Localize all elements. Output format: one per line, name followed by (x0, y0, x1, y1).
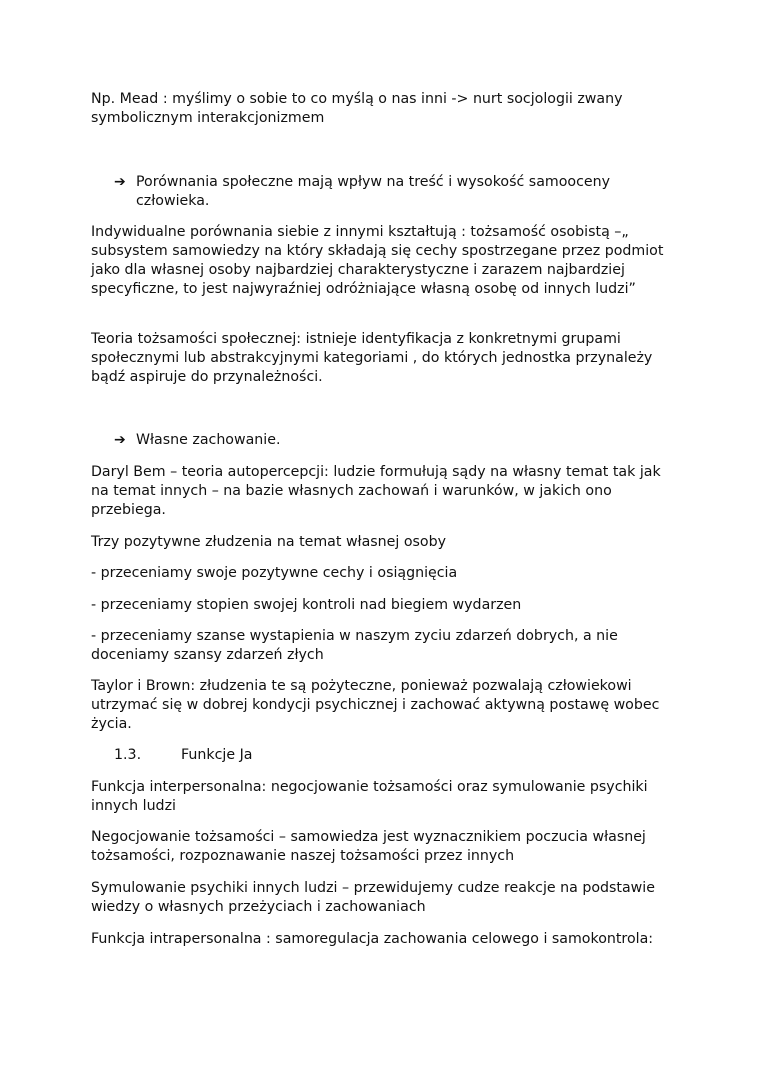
paragraph-identity-negotiation: Negocjowanie tożsamości – samowiedza jest wyznacznikiem poczucia własnej tożsamości, rozpoznawanie naszej tożsamości przez innych (91, 829, 646, 864)
section-title: Funkcje Ja (181, 747, 253, 763)
bullet-text: Własne zachowanie. (136, 432, 281, 448)
section-heading (114, 746, 252, 765)
bullet-item-comparisons (114, 173, 674, 211)
paragraph-bem: Daryl Bem – teoria autopercepcji: ludzie formułują sądy na własny temat tak jak na temat innych – na bazie własnych zachowań i warunków, w jakich ono przebiega. (91, 464, 661, 518)
paragraph-personal-identity: Indywidualne porównania siebie z innymi kształtują : tożsamość osobistą –„ subsystem samowiedzy na który składają się cechy spostrzegane przez podmiot jako dla własnej osoby najbardziej charakterystyczne i zarazem najbardziej specyficzne, to jest najwyraźniej odróżniające własną osobę od innych ludzi” (91, 224, 664, 297)
paragraph-simulation: Symulowanie psychiki innych ludzi – przewidujemy cudze reakcje na podstawie wiedzy o własnych przeżyciach i zachowaniach (91, 880, 655, 915)
paragraph-interpersonal: Funkcja interpersonalna: negocjowanie tożsamości oraz symulowanie psychiki innych ludzi (91, 779, 648, 814)
paragraph-mead: Np. Mead : myślimy o sobie to co myślą o nas inni -> nurt socjologii zwany symbolicznym interakcjonizmem (91, 91, 623, 126)
paragraph-taylor-brown: Taylor i Brown: złudzenia te są pożyteczne, ponieważ pozwalają człowiekowi utrzymać się w dobrej kondycji psychicznej i zachować aktywną postawę wobec życia. (91, 678, 660, 732)
paragraph-intrapersonal: Funkcja intrapersonalna : samoregulacja zachowania celowego i samokontrola: (91, 931, 654, 947)
list-item-illusion-3: - przeceniamy szanse wystapienia w naszym zyciu zdarzeń dobrych, a nie doceniamy szansy zdarzeń złych (91, 628, 618, 663)
paragraph-three-illusions: Trzy pozytywne złudzenia na temat własnej osoby (91, 534, 446, 550)
paragraph-social-identity: Teoria tożsamości społecznej: istnieje identyfikacja z konkretnymi grupami społecznymi lub abstrakcyjnymi kategoriami , do których jednostka przynależy bądź aspiruje do przynależności. (91, 331, 653, 385)
list-item-illusion-1: - przeceniamy swoje pozytywne cechy i osiągnięcia (91, 565, 458, 581)
list-item-illusion-2: - przeceniamy stopien swojej kontroli nad biegiem wydarzen (91, 597, 522, 613)
section-number: 1.3. (114, 747, 142, 763)
arrow-icon: ➔ (114, 432, 126, 448)
bullet-text: Porównania społeczne mają wpływ na treść i wysokość samooceny człowieka. (136, 174, 610, 209)
bullet-item-own-behavior (114, 431, 674, 450)
arrow-icon: ➔ (114, 174, 126, 190)
